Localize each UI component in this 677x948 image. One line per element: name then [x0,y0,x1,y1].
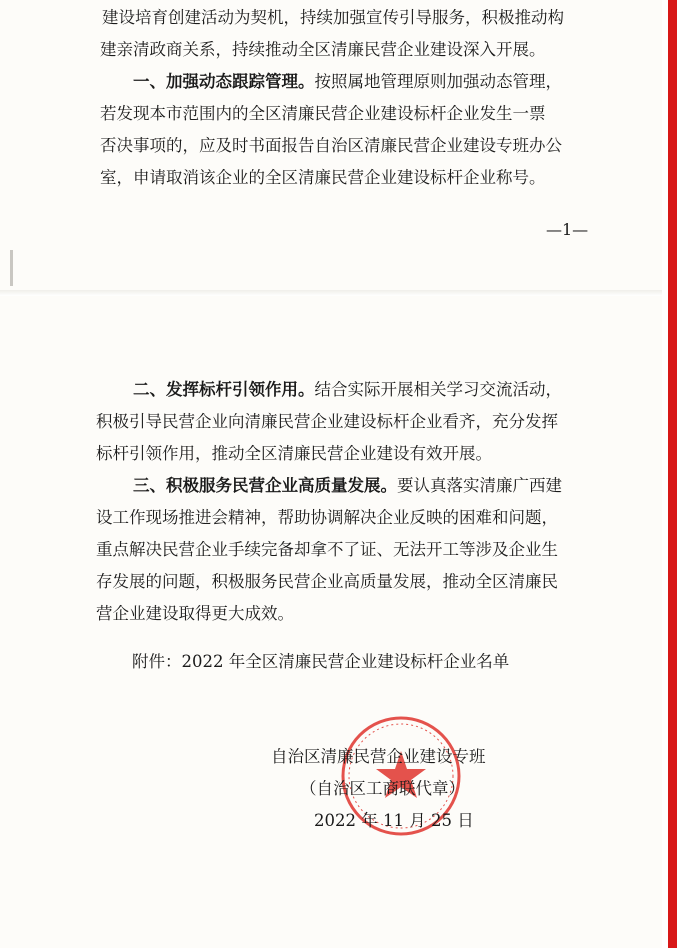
item2-paragraph [133,380,562,400]
page-number: —1— [546,220,589,239]
item1-paragraph [133,72,562,92]
item1-line-3: 否决事项的，应及时书面报告自治区清廉民营企业建设专班办公 [100,136,562,155]
item2-heading: 二、发挥标杆引领作用。 [133,380,315,399]
item3-line-3: 重点解决民营企业手续完备却拿不了证、无法开工等涉及企业生 [96,540,558,559]
item2-line-1: 结合实际开展相关学习交流活动， [314,380,562,399]
item1-line-4: 室，申请取消该企业的全区清廉民营企业建设标杆企业称号。 [100,168,546,187]
right-red-edge [668,0,677,948]
signature-seal-note: （自治区工商联代章） [300,779,465,798]
page-1 [0,0,662,292]
item3-line-5: 营企业建设取得更大成效。 [96,604,294,623]
item3-paragraph [133,476,562,496]
page-2 [0,296,662,948]
item1-line-1: 按照属地管理原则加强动态管理， [314,72,562,91]
attachment-line: 附件：2022 年全区清廉民营企业建设标杆企业名单 [132,652,510,671]
item1-heading: 一、加强动态跟踪管理。 [133,72,315,91]
item1-line-2: 若发现本市范围内的全区清廉民营企业建设标杆企业发生一票 [100,104,546,123]
item3-line-1: 要认真落实清廉广西建 [397,476,562,495]
intro-line-2: 建亲清政商关系，持续推动全区清廉民营企业建设深入开展。 [100,40,546,59]
item3-heading: 三、积极服务民营企业高质量发展。 [133,476,397,495]
signature-org: 自治区清廉民营企业建设专班 [271,747,486,766]
item2-line-2: 积极引导民营企业向清廉民营企业建设标杆企业看齐，充分发挥 [96,412,558,431]
signature-date: 2022 年 11 月 25 日 [314,811,474,830]
intro-line-1: 建设培育创建活动为契机，持续加强宣传引导服务，积极推动构 [102,8,564,27]
item3-line-4: 存发展的问题，积极服务民营企业高质量发展，推动全区清廉民 [96,572,558,591]
item3-line-2: 设工作现场推进会精神，帮助协调解决企业反映的困难和问题， [96,508,558,527]
scan-edge-mark [10,250,13,286]
item2-line-3: 标杆引领作用，推动全区清廉民营企业建设有效开展。 [96,444,492,463]
